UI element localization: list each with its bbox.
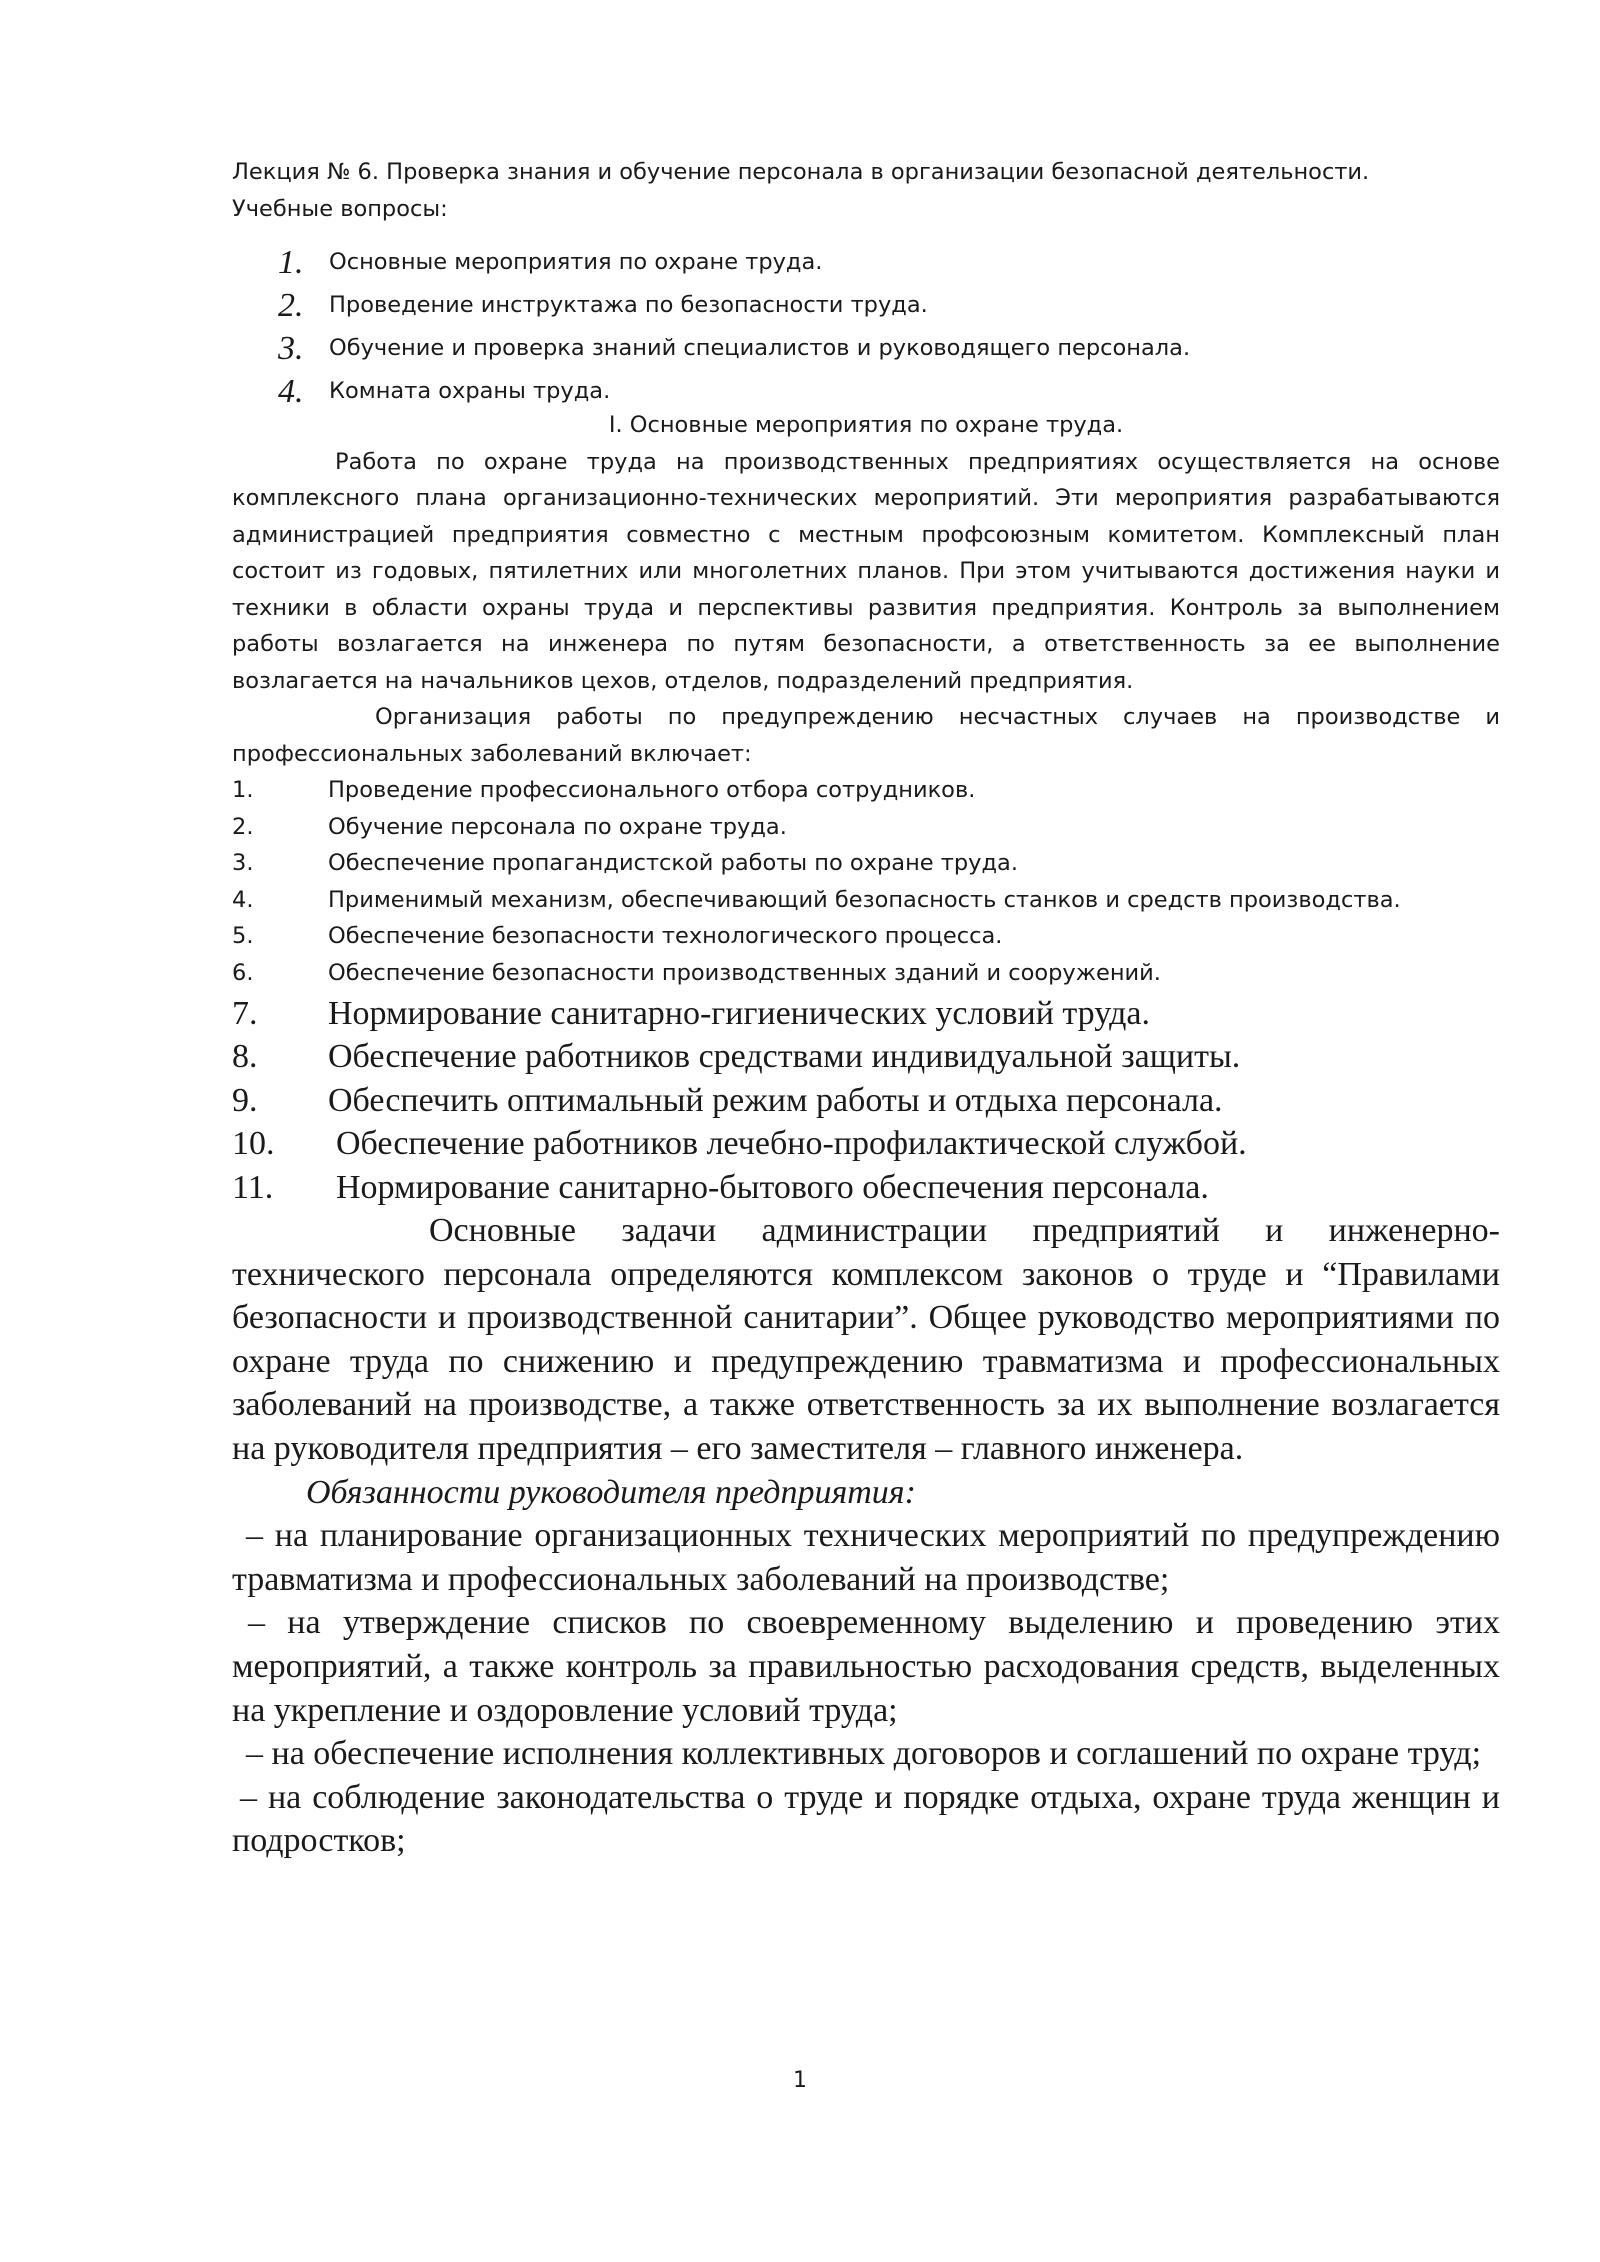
list-item-text: Основные мероприятия по охране труда.	[329, 249, 823, 275]
list-item	[232, 327, 1500, 370]
list-number: 9.	[232, 1081, 258, 1119]
section-paragraph-1: Работа по охране труда на производственных предприятиях осуществляется на основе комплексного плана организационно-технических мероприятий. Эти мероприятия разрабатываются администрацией предприятия совместно с местным профсоюзным комитетом. Комплексный план состоит из годовых, пятилетних или многолетних планов. При этом учитываются достижения науки и техники в области охраны труда и перспективы развития предприятия. Контроль за выполнением работы возлагается на инженера по путям безопасности, а ответственность за ее выполнение возлагается на начальников цехов, отделов, подразделений предприятия.	[232, 448, 1500, 694]
list-number: 3.	[232, 850, 254, 877]
list-number: 1.	[232, 777, 254, 803]
list-item-text: Обеспечение безопасности технологического процесса.	[328, 923, 1003, 950]
list-number: 1.	[278, 244, 304, 281]
list-item-text: Проведение профессионального отбора сотрудников.	[328, 777, 976, 803]
list-number: 10.	[232, 1125, 275, 1163]
list-item-text: Комната охраны труда.	[329, 378, 611, 404]
lecture-subtitle: Учебные вопросы:	[232, 195, 448, 222]
list-item	[232, 1166, 1500, 1210]
page-number: 1	[793, 2068, 807, 2093]
list-item-text: Обеспечить оптимальный режим работы и отдыха персонала.	[328, 1081, 1223, 1119]
duties-heading: Обязанности руководителя предприятия:	[306, 1473, 916, 1511]
list-number: 2.	[232, 813, 254, 840]
list-item-text: Проведение инструктажа по безопасности труда.	[329, 292, 928, 318]
list-item-text: Обеспечение работников средствами индивидуальной защиты.	[328, 1038, 1241, 1076]
list-item	[232, 882, 1500, 919]
list-item	[232, 772, 1500, 809]
list-item-text: Обучение и проверка знаний специалистов и руководящего персонала.	[329, 335, 1191, 361]
list-number: 4.	[232, 886, 254, 913]
measures-list-small	[232, 772, 1500, 992]
list-item	[232, 918, 1500, 955]
duty-item: – на обеспечение исполнения коллективных договоров и соглашений по охране труд;	[246, 1735, 1482, 1773]
list-number: 4.	[278, 373, 304, 410]
list-item	[232, 1035, 1500, 1079]
lecture-title: Лекция № 6. Проверка знания и обучение персонала в организации безопасной деятельности.	[232, 159, 1370, 185]
list-item-text: Обеспечение работников лечебно-профилактической службой.	[336, 1125, 1247, 1163]
list-number: 11.	[232, 1168, 274, 1206]
list-item-text: Нормирование санитарно-бытового обеспечения персонала.	[336, 1168, 1209, 1206]
list-item	[232, 992, 1500, 1036]
list-item-text: Нормирование санитарно-гигиенических условий труда.	[328, 994, 1150, 1032]
list-item	[232, 1122, 1500, 1166]
list-number: 8.	[232, 1038, 258, 1076]
section-heading: I. Основные мероприятия по охране труда.	[608, 412, 1124, 438]
list-item	[232, 241, 1500, 284]
duty-item: – на соблюдение законодательства о труде и порядке отдыха, охране труда женщин и подростков;	[232, 1778, 1500, 1860]
tasks-paragraph: Основные задачи администрации предприятий и инженерно-технического персонала определяются комплексом законов о труде и “Правилами безопасности и производственной санитарии”. Общее руководство мероприятиями по охране труда по снижению и предупреждению травматизма и профессиональных заболеваний на производстве, а также ответственность за их выполнение возлагается на руководителя предприятия – его заместителя – главного инженера.	[232, 1212, 1500, 1468]
list-number: 2.	[278, 287, 304, 324]
list-item	[232, 809, 1500, 846]
questions-list	[232, 241, 1500, 413]
list-item	[232, 284, 1500, 327]
duty-item: – на утверждение списков по своевременному выделению и проведению этих мероприятий, а также контроль за правильностью расходования средств, выделенных на укрепление и оздоровление условий труда;	[232, 1604, 1500, 1729]
list-number: 6.	[232, 959, 254, 986]
list-item-text: Обучение персонала по охране труда.	[328, 813, 787, 840]
list-item-text: Применимый механизм, обеспечивающий безопасность станков и средств производства.	[328, 886, 1401, 913]
list-item	[232, 845, 1500, 882]
list-number: 5.	[232, 923, 254, 950]
document-content	[232, 154, 1500, 1863]
list-item	[232, 955, 1500, 992]
list-item	[232, 370, 1500, 413]
measures-list-large	[232, 992, 1500, 1210]
list-item-text: Обеспечение пропагандистской работы по охране труда.	[328, 850, 1018, 877]
list-item	[232, 1079, 1500, 1123]
list-number: 3.	[278, 330, 304, 367]
list-item-text: Обеспечение безопасности производственных зданий и сооружений.	[328, 959, 1161, 986]
list-number: 7.	[232, 994, 258, 1032]
section-paragraph-2: Организация работы по предупреждению несчастных случаев на производстве и профессиональных заболеваний включает:	[232, 704, 1500, 767]
duty-item: – на планирование организационных технических мероприятий по предупреждению травматизма и профессиональных заболеваний на производстве;	[232, 1517, 1500, 1598]
